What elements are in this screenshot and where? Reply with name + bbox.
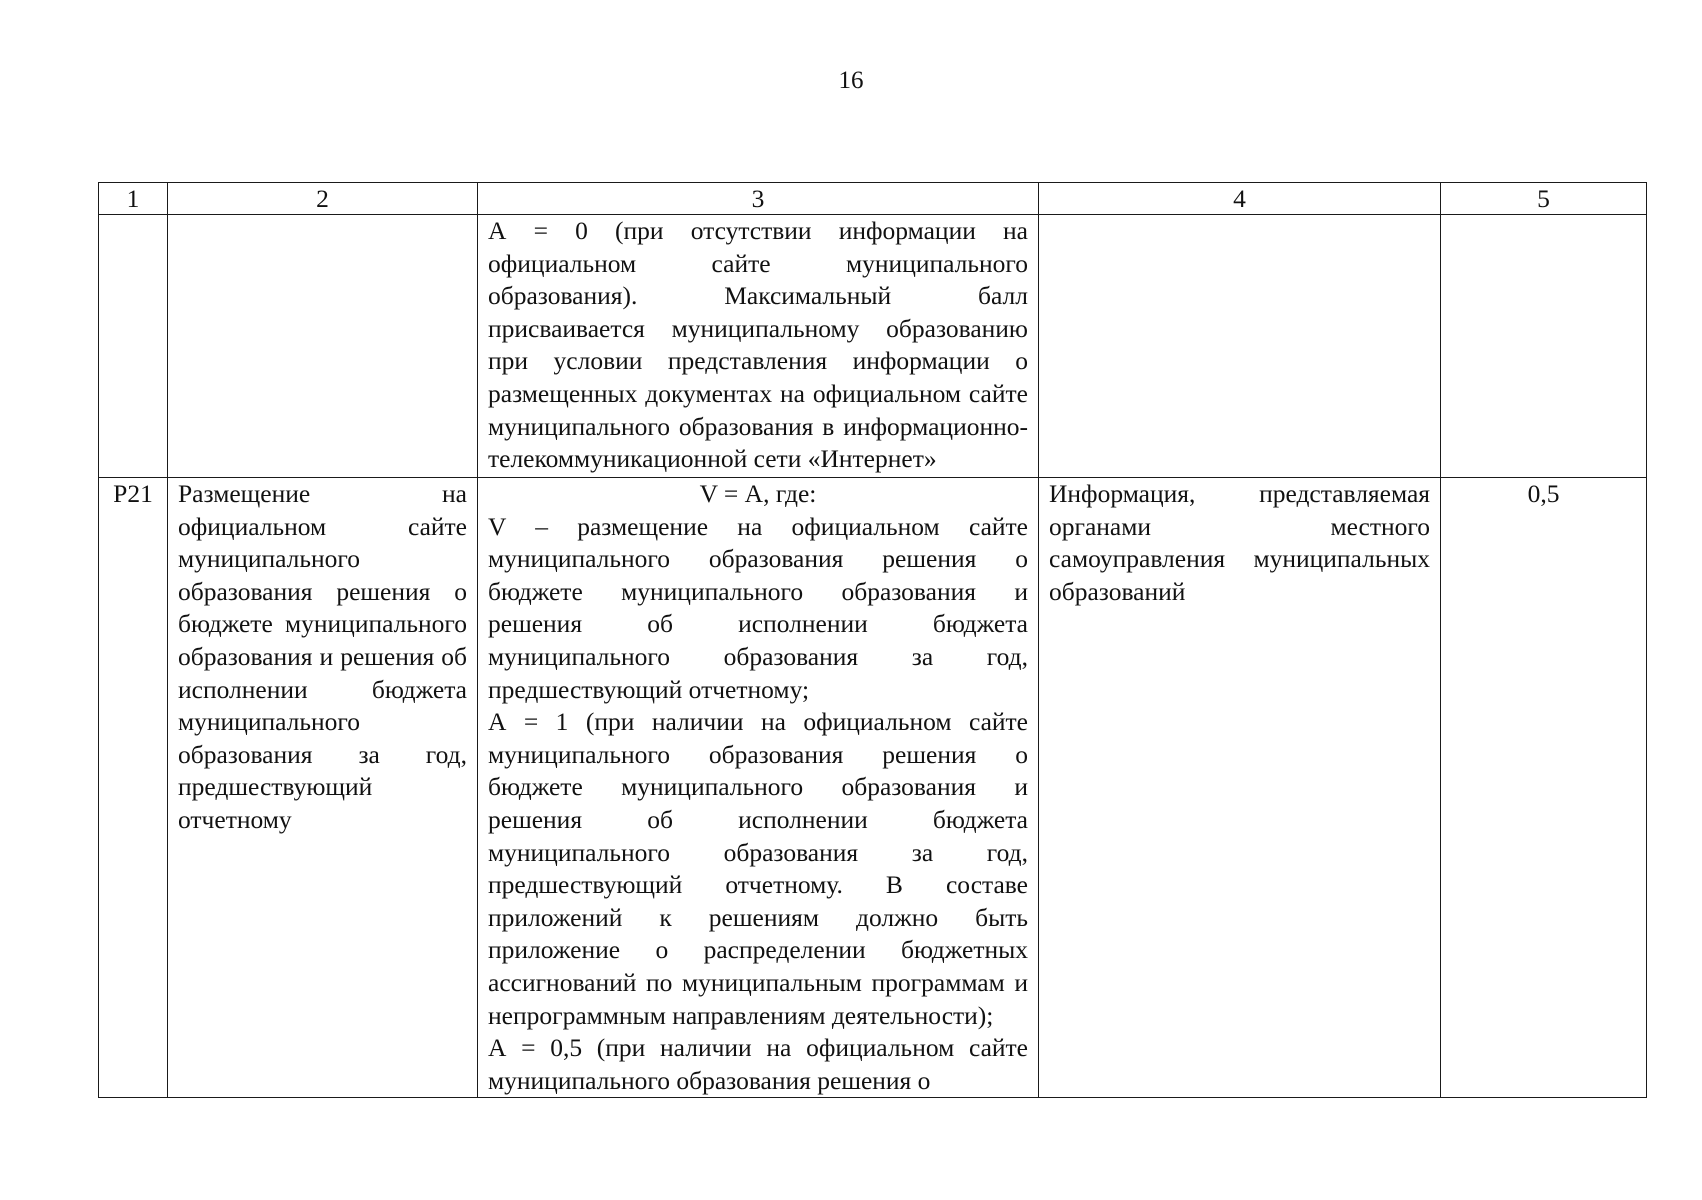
indicator-calculation — [478, 478, 1039, 1098]
table-row-r21 — [99, 478, 1647, 1098]
value-a-0-5: А = 0,5 (при наличии на официальном сайте муниципального образования решения о — [488, 1033, 1028, 1095]
header-col-5: 5 — [1441, 183, 1647, 215]
formula-text: V = А, где: — [699, 479, 817, 508]
continuation-col-3: А = 0 (при отсутствии информации на официальном сайте муниципального образования). Максимальный балл присваивается муниципальному образованию при условии представления информации о размещенных документах на официальном сайте муниципального образования в информационно-телекоммуникационной сети «Интернет» — [478, 215, 1039, 478]
continuation-col-1 — [99, 215, 168, 478]
definition-v: V – размещение на официальном сайте муниципального образования решения о бюджете муниципального образования и решения об исполнении бюджета муниципального образования за год, предшествующий отчетному; — [488, 511, 1028, 704]
page-number: 16 — [838, 67, 864, 94]
indicator-weight: 0,5 — [1441, 478, 1647, 1098]
header-col-1: 1 — [99, 183, 168, 215]
table-row-continuation — [99, 215, 1647, 478]
indicator-code: Р21 — [99, 478, 168, 1098]
value-a-1: А = 1 (при наличии на официальном сайте муниципального образования решения о бюджете муниципального образования и решения об исполнении бюджета муниципального образования за год, предшествующий отчетному. В составе приложений к решениям должно быть приложение о распределении бюджетных ассигнований по муниципальным программам и непрограммным направлениям деятельности); — [488, 707, 1028, 1030]
continuation-col-2 — [168, 215, 478, 478]
header-col-2: 2 — [168, 183, 478, 215]
header-row — [99, 183, 1647, 215]
criteria-table — [98, 182, 1647, 1098]
header-col-3: 3 — [478, 183, 1039, 215]
indicator-description: Размещение на официальном сайте муниципального образования решения о бюджете муниципального образования и решения об исполнении бюджета муниципального образования за год, предшествующий отчетному — [168, 478, 478, 1098]
header-col-4: 4 — [1039, 183, 1441, 215]
information-source: Информация, представляемая органами местного самоуправления муниципальных образований — [1039, 478, 1441, 1098]
continuation-col-5 — [1441, 215, 1647, 478]
continuation-col-4 — [1039, 215, 1441, 478]
